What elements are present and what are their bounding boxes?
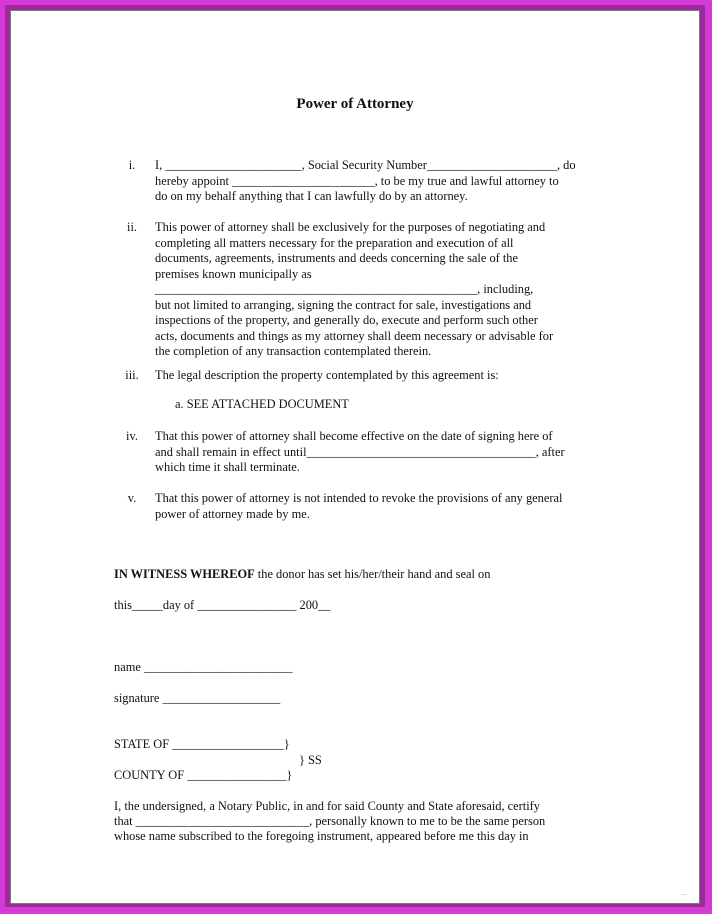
witness-heading: IN WITNESS WHEREOF: [114, 567, 255, 581]
witness-text: the donor has set his/her/their hand and seal on: [254, 567, 491, 581]
signature-line: signature ___________________: [114, 691, 281, 705]
county-line: COUNTY OF ________________}: [114, 768, 293, 782]
document-title: Power of Attorney: [296, 96, 414, 112]
clause-line: the completion of any transaction contemplated therein.: [155, 344, 432, 358]
clause-iv: [126, 429, 595, 476]
clause-number: v.: [127, 491, 137, 505]
notary-line: whose name subscribed to the foregoing instrument, appeared before me this day in: [114, 829, 529, 843]
clause-line: hereby appoint _______________________, to be my true and lawful attorney to: [155, 173, 559, 188]
clause-line: ____________________________________________________, including,: [155, 282, 534, 296]
ss-line: } SS: [299, 753, 322, 767]
clause-iii: [125, 368, 595, 384]
clause-number: i.: [128, 158, 136, 172]
clause-line: documents, agreements, instruments and deeds concerning the sale of the: [155, 251, 519, 265]
clause-iii-subitem: a. SEE ATTACHED DOCUMENT: [175, 397, 349, 411]
clause-number: iii.: [125, 368, 139, 382]
clause-line: completing all matters necessary for the preparation and execution of all: [155, 235, 514, 250]
notary-line: that ____________________________, personally known to me to be the same person: [114, 814, 546, 828]
clause-line: and shall remain in effect until_____________________________________, after: [155, 444, 565, 459]
witness-statement: [114, 567, 490, 583]
clause-line: but not limited to arranging, signing the contract for sale, investigations and: [155, 297, 532, 312]
state-line: STATE OF __________________}: [114, 737, 290, 751]
clause-line: power of attorney made by me.: [155, 506, 310, 521]
clause-i: [128, 158, 595, 205]
witness-date-line: this_____day of ________________ 200__: [114, 598, 331, 612]
name-line: name ________________________: [114, 660, 293, 674]
clause-line: premises known municipally as: [155, 266, 312, 281]
clause-number: ii.: [127, 220, 137, 234]
corner-mark: ...: [681, 890, 687, 897]
document-page: [10, 10, 700, 904]
clause-ii: [127, 220, 595, 360]
clause-line: The legal description the property contemplated by this agreement is:: [155, 368, 499, 382]
clause-line: acts, documents and things as my attorney shall deem necessary or advisable for: [155, 328, 554, 343]
clause-line: which time it shall terminate.: [155, 460, 300, 474]
clause-line: inspections of the property, and generally do, execute and perform such other: [155, 313, 538, 327]
clause-line: That this power of attorney shall become effective on the date of signing here of: [155, 429, 553, 443]
clause-line: This power of attorney shall be exclusively for the purposes of negotiating and: [155, 220, 546, 234]
clause-line: do on my behalf anything that I can lawfully do by an attorney.: [155, 189, 468, 203]
clause-line: I, ______________________, Social Security Number_____________________, do: [155, 158, 576, 172]
clause-v: [127, 491, 595, 522]
clause-number: iv.: [126, 429, 138, 443]
clause-line: That this power of attorney is not intended to revoke the provisions of any general: [155, 491, 563, 505]
notary-line: I, the undersigned, a Notary Public, in and for said County and State aforesaid, certify: [114, 799, 540, 813]
